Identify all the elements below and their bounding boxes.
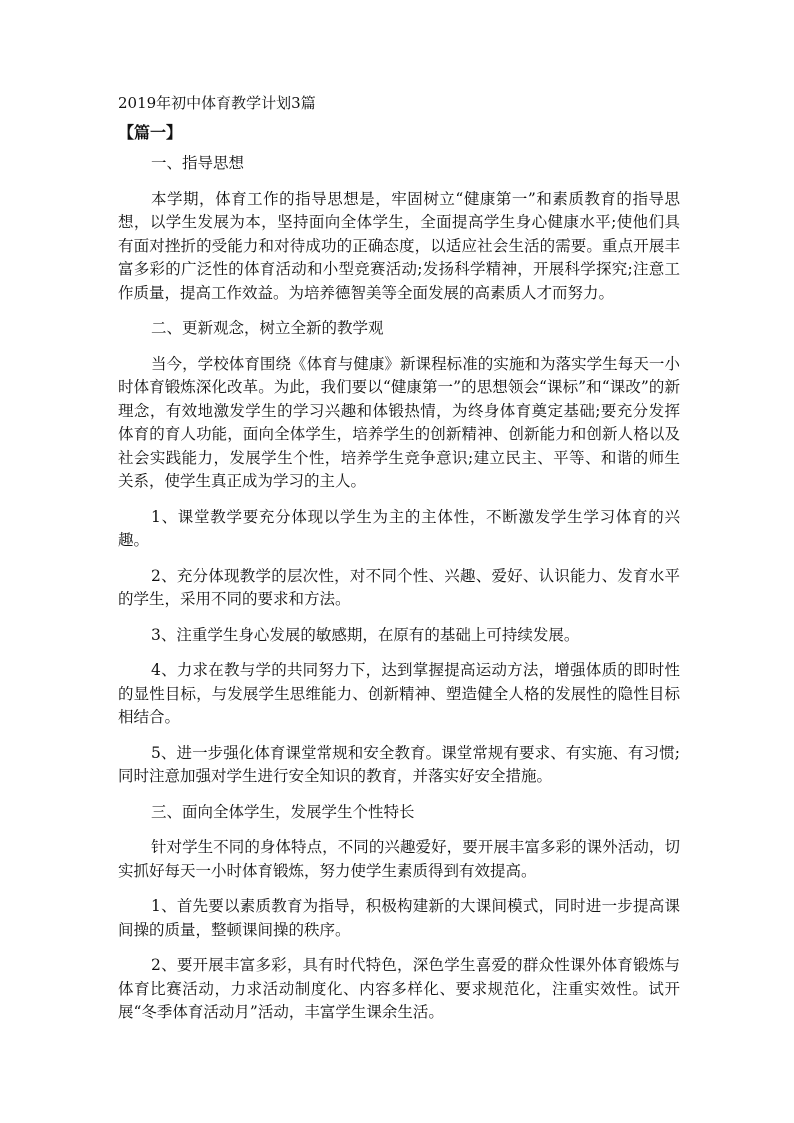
list-item: 5、进一步强化体育课堂常规和安全教育。课堂常规有要求、有实施、有习惯;同时注意加强对学生进行安全知识的教育，并落实好安全措施。 [118, 743, 680, 785]
list-item: 1、课堂教学要充分体现以学生为主的主体性，不断激发学生学习体育的兴趣。 [118, 507, 680, 549]
list-item: 2、要开展丰富多彩，具有时代特色，深色学生喜爱的群众性课外体育锻炼与体育比赛活动，力求活动制度化、内容多样化、要求规范化，注重实效性。试开展“冬季体育活动月”活动，丰富学生课余生活。 [118, 956, 680, 1021]
list-item: 2、充分体现教学的层次性，对不同个性、兴趣、爱好、认识能力、发育水平的学生，采用不同的要求和方法。 [118, 566, 680, 608]
section-heading: 【篇一】 [118, 123, 183, 142]
paragraph: 针对学生不同的身体特点，不同的兴趣爱好，要开展丰富多彩的课外活动，切实抓好每天一小时体育锻炼，努力使学生素质得到有效提高。 [118, 838, 680, 880]
subheading-all-students: 三、面向全体学生，发展学生个性特长 [151, 802, 415, 821]
document-title: 2019年初中体育教学计划3篇 [118, 94, 316, 112]
subheading-guiding-thought: 一、指导思想 [151, 154, 245, 172]
paragraph: 当今，学校体育围绕《体育与健康》新课程标准的实施和为落实学生每天一小时体育锻炼深化改革。为此，我们要以“健康第一”的思想领会“课标”和“课改”的新理念，有效地激发学生的学习兴趣和体锻热情，为终身体育奠定基础;要充分发挥体育的育人功能，面向全体学生，培养学生的创新精神、创新能力和创新人格以及社会实践能力，发展学生个性，培养学生竞争意识;建立民主、平等、和谐的师生关系，使学生真正成为学习的主人。 [118, 354, 681, 490]
list-item: 3、注重学生身心发展的敏感期，在原有的基础上可持续发展。 [151, 625, 580, 644]
document-page [118, 92, 680, 1037]
list-item: 4、力求在教与学的共同努力下，达到掌握提高运动方法，增强体质的即时性的显性目标，与发展学生思维能力、创新精神、塑造健全人格的发展性的隐性目标相结合。 [118, 661, 680, 726]
list-item: 1、首先要以素质教育为指导，积极构建新的大课间模式，同时进一步提高课间操的质量，整顿课间操的秩序。 [118, 897, 680, 939]
subheading-new-concepts: 二、更新观念，树立全新的教学观 [151, 319, 384, 337]
paragraph: 本学期，体育工作的指导思想是，牢固树立“健康第一”和素质教育的指导思想，以学生发展为本，坚持面向全体学生，全面提高学生身心健康水平;使他们具有面对挫折的受能力和对待成功的正确态度，以适应社会生活的需要。重点开展丰富多彩的广泛性的体育活动和小型竞赛活动;发扬科学精神，开展科学探究;注意工作质量，提高工作效益。为培养德智美等全面发展的高素质人才而努力。 [118, 189, 680, 302]
